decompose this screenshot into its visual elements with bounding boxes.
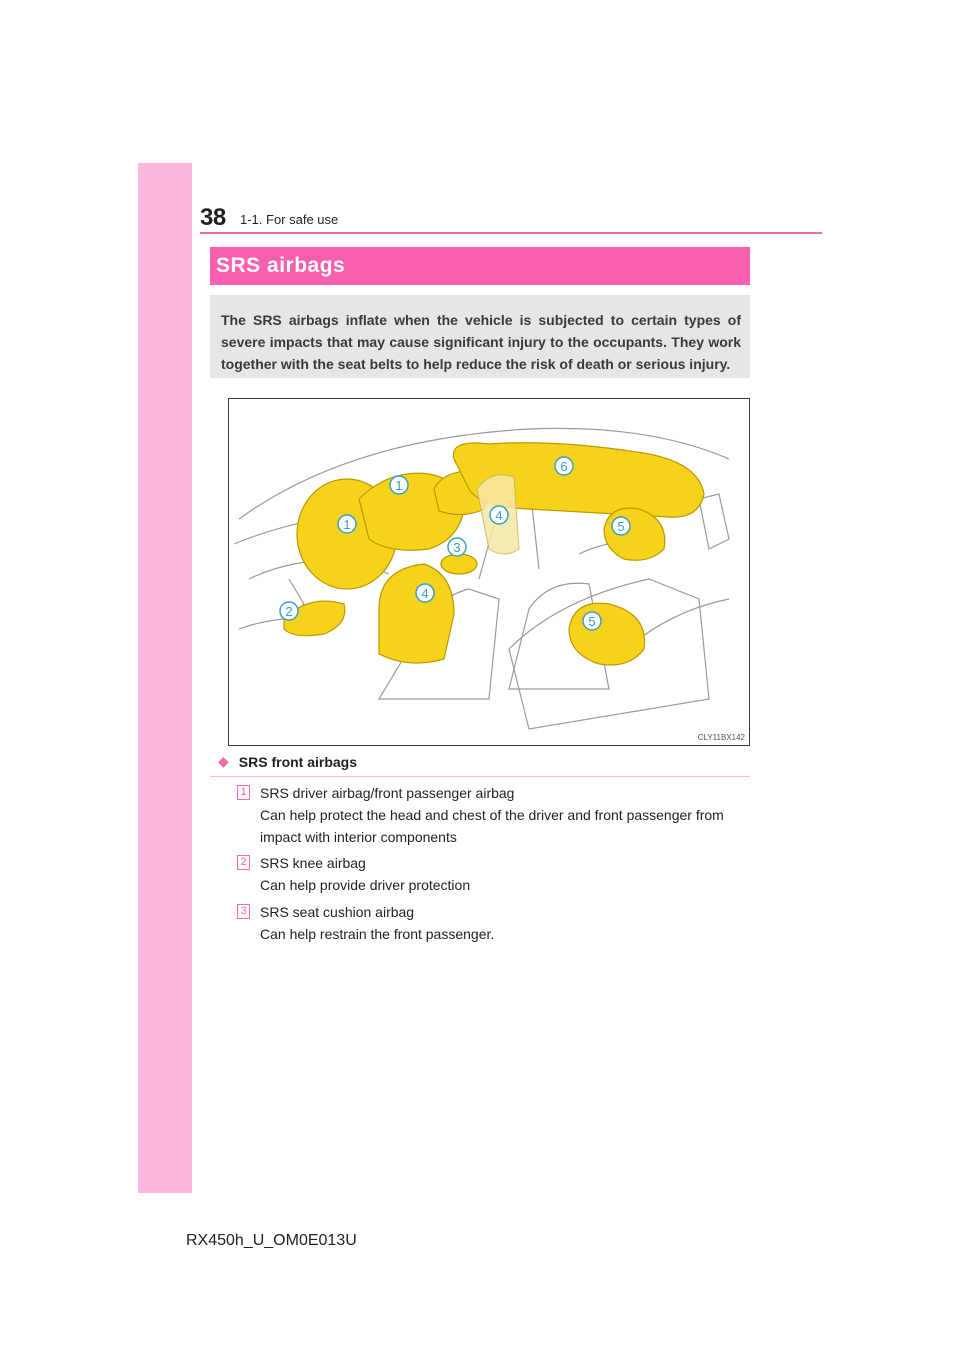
callout-1-a (338, 515, 356, 533)
intro-text: The SRS airbags inflate when the vehicle is subjected to certain types of severe impacts that may cause significant injury to the occupants. They work together with the seat belts to help reduce the risk of death or serious injury. (221, 312, 741, 372)
callout-5-b-label: 5 (588, 614, 596, 629)
callout-6 (555, 457, 573, 475)
item-title: SRS knee airbag (260, 855, 366, 871)
item-number-badge: 2 (237, 855, 250, 870)
airbag-diagram (229, 399, 749, 745)
rear-side-airbag-lower (569, 603, 645, 665)
side-tab (138, 163, 192, 1193)
callout-5-a (612, 517, 630, 535)
callout-4-b (416, 584, 434, 602)
callout-3-label: 3 (453, 540, 461, 555)
page-number: 38 (200, 204, 226, 231)
subheading (218, 753, 357, 770)
airbag-illustration (228, 398, 750, 746)
list-item (237, 782, 757, 848)
section-title-bar (210, 247, 750, 285)
header-rule (200, 232, 822, 234)
item-title: SRS driver airbag/front passenger airbag (260, 785, 515, 801)
callout-1-a-label: 1 (343, 517, 351, 532)
figure-code: CLY11BX142 (697, 733, 745, 742)
item-description: Can help protect the head and chest of the driver and front passenger from impact with interior components (260, 807, 724, 845)
callout-2 (280, 602, 298, 620)
callout-2-label: 2 (285, 604, 293, 619)
callout-4-b-label: 4 (421, 586, 429, 601)
subheading-text: SRS front airbags (238, 753, 358, 770)
subheading-rule (210, 776, 750, 777)
item-title: SRS seat cushion airbag (260, 904, 415, 920)
rear-door (639, 599, 729, 639)
section-label: 1-1. For safe use (240, 212, 339, 227)
rear-headrest (699, 494, 729, 549)
seat-cushion-airbag (441, 554, 477, 574)
callout-4-a (490, 506, 508, 524)
callout-1-b (390, 476, 408, 494)
callout-3 (448, 538, 466, 556)
callout-6-label: 6 (560, 459, 568, 474)
item-number-badge: 1 (237, 785, 250, 800)
callout-5-b (583, 612, 601, 630)
item-description: Can help restrain the front passenger. (260, 926, 495, 942)
intro-box (210, 295, 750, 378)
callout-5-a-label: 5 (617, 519, 625, 534)
item-number-badge: 3 (237, 904, 250, 919)
list-item (237, 852, 757, 896)
callout-1-b-label: 1 (395, 478, 403, 493)
item-description: Can help provide driver protection (260, 877, 471, 893)
section-title: SRS airbags (216, 254, 346, 277)
list-item (237, 901, 757, 945)
front-side-airbag (379, 564, 454, 663)
document-code: RX450h_U_OM0E013U (186, 1232, 357, 1249)
diamond-icon: ◆ (218, 753, 229, 769)
callout-4-a-label: 4 (495, 508, 503, 523)
